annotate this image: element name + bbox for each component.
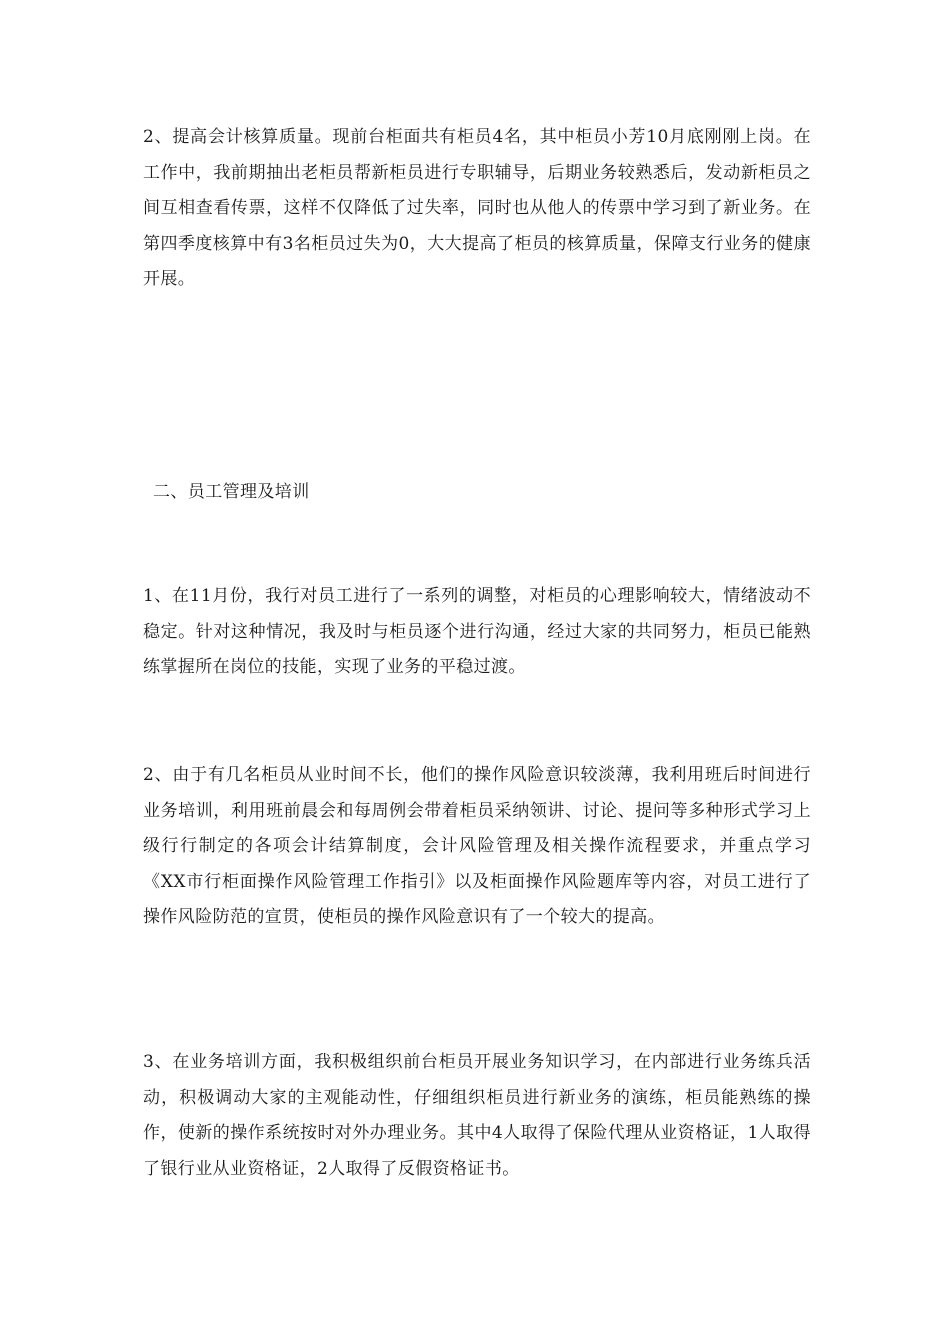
- paragraph-staff-adjustment: 1、在11月份，我行对员工进行了一系列的调整，对柜员的心理影响较大，情绪波动不稳定。针对这种情况，我及时与柜员逐个进行沟通，经过大家的共同努力，柜员已能熟练掌握所在岗位的技能，实现了业务的平稳过渡。: [143, 586, 811, 677]
- paragraph-business-training: 3、在业务培训方面，我积极组织前台柜员开展业务知识学习，在内部进行业务练兵活动，积极调动大家的主观能动性，仔细组织柜员进行新业务的演练，柜员能熟练的操作，使新的操作系统按时对外办理业务。其中4人取得了保险代理从业资格证，1人取得了银行业从业资格证，2人取得了反假资格证书。: [143, 1052, 811, 1179]
- paragraph-risk-training: 2、由于有几名柜员从业时间不长，他们的操作风险意识较淡薄，我利用班后时间进行业务培训，利用班前晨会和每周例会带着柜员采纳领讲、讨论、提问等多种形式学习上级行行制定的各项会计结算制度，会计风险管理及相关操作流程要求，并重点学习《XX市行柜面操作风险管理工作指引》以及柜面操作风险题库等内容，对员工进行了操作风险防范的宣贯，使柜员的操作风险意识有了一个较大的提高。: [143, 765, 811, 927]
- paragraph-accounting-quality: 2、提高会计核算质量。现前台柜面共有柜员4名，其中柜员小芳10月底刚刚上岗。在工作中，我前期抽出老柜员帮新柜员进行专职辅导，后期业务较熟悉后，发动新柜员之间互相查看传票，这样不仅降低了过失率，同时也从他人的传票中学习到了新业务。在第四季度核算中有3名柜员过失为0，大大提高了柜员的核算质量，保障支行业务的健康开展。: [143, 127, 811, 289]
- section-heading-staff-management: 二、员工管理及培训: [153, 482, 310, 502]
